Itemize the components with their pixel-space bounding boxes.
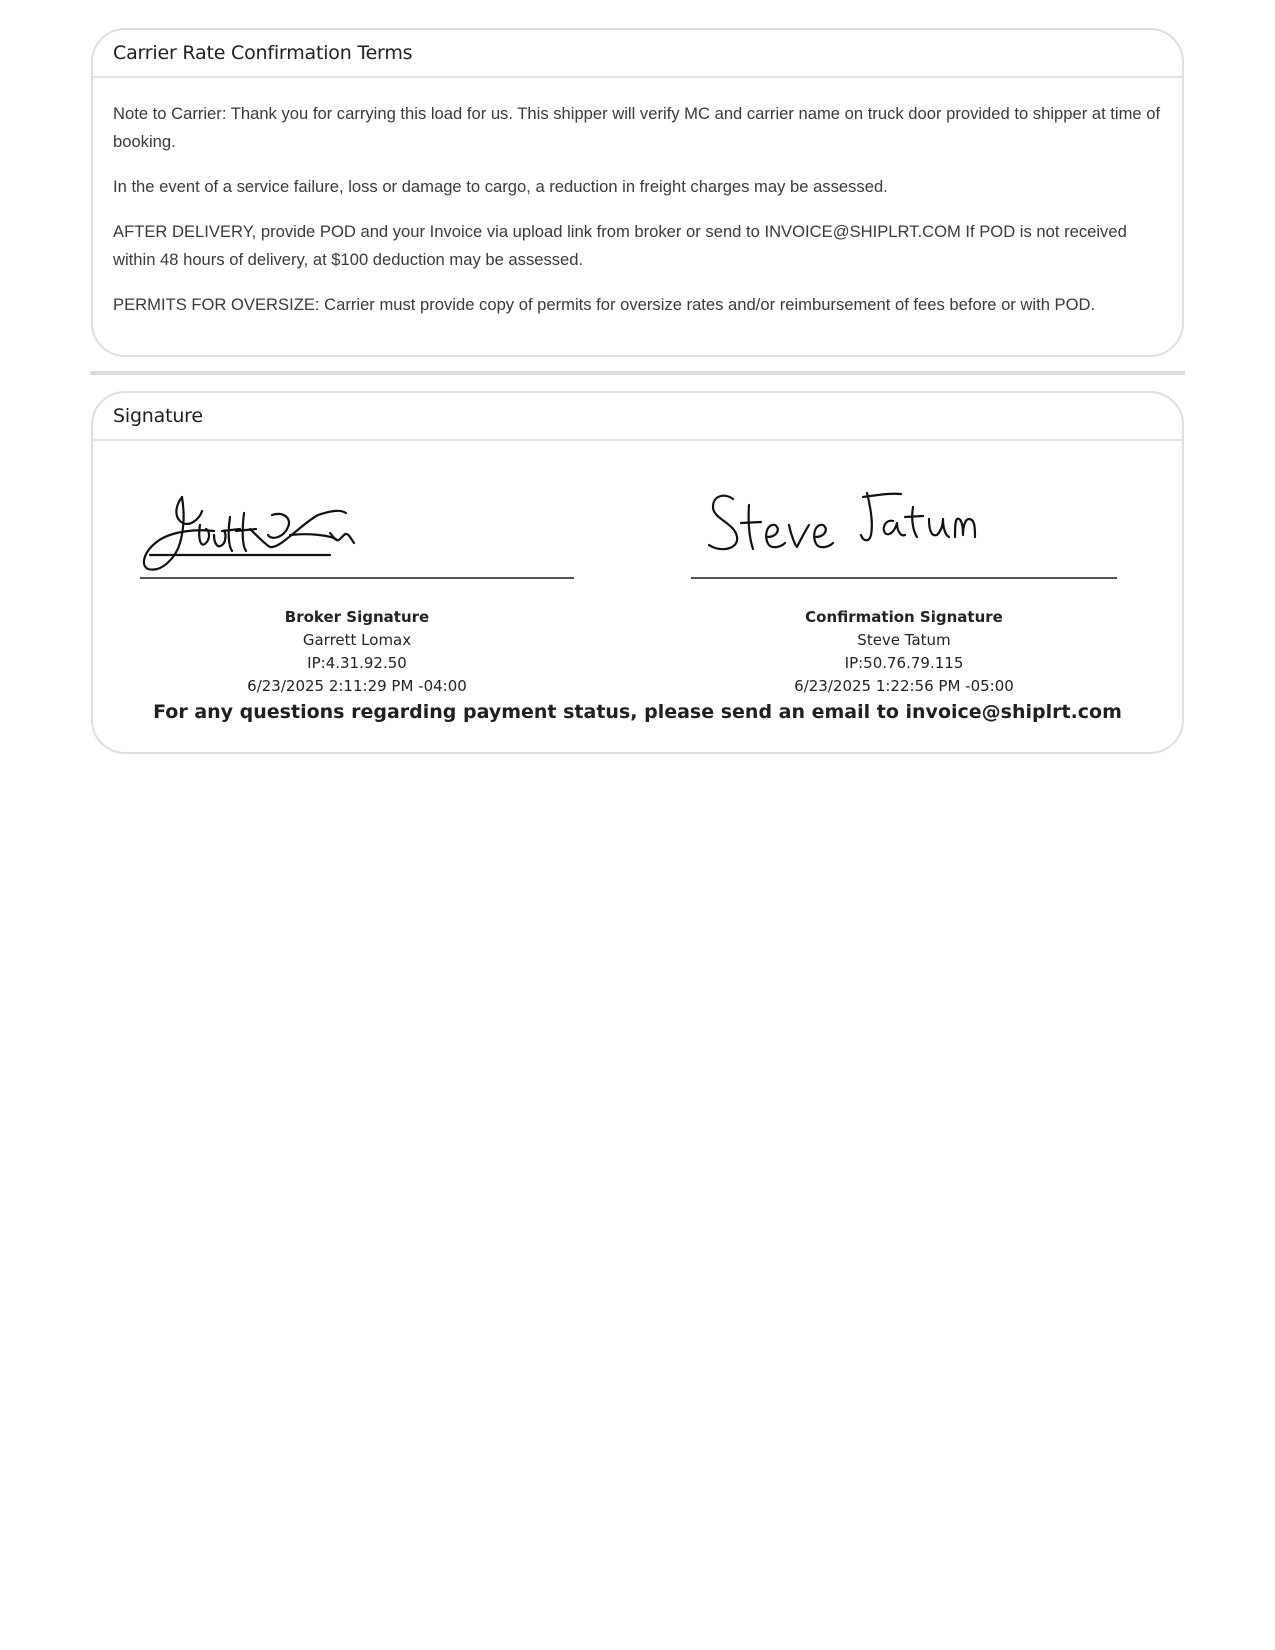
- signature-card-header: [93, 393, 1182, 441]
- confirmation-ip: IP:50.76.79.115: [844, 654, 964, 672]
- broker-handwritten-signature: [140, 485, 574, 579]
- signature-card: [91, 391, 1184, 754]
- term-after-delivery: AFTER DELIVERY, provide POD and your Invoice via upload link from broker or send to INVOICE@SHIPLRT.COM If POD is not received within 48 hours of delivery, at $100 deduction may be assessed.: [113, 222, 1127, 269]
- broker-signature-block: [140, 485, 574, 698]
- confirmation-timestamp: 6/23/2025 1:22:56 PM -05:00: [794, 677, 1014, 695]
- confirmation-name: Steve Tatum: [857, 631, 951, 649]
- term-service-failure: In the event of a service failure, loss or damage to cargo, a reduction in freight charges may be assessed.: [113, 177, 888, 196]
- terms-card-header: [93, 30, 1182, 78]
- section-divider: [90, 371, 1185, 375]
- signature-title: Signature: [113, 405, 203, 427]
- confirmation-handwritten-signature: [691, 485, 1117, 579]
- term-note-to-carrier: Note to Carrier: Thank you for carrying this load for us. This shipper will verify MC and carrier name on truck door provided to shipper at time of booking.: [113, 104, 1161, 151]
- confirmation-signature-label: Confirmation Signature: [805, 608, 1003, 626]
- confirmation-signature-image: [691, 485, 1117, 579]
- payment-status-note: For any questions regarding payment status, please send an email to invoice@shiplrt.com: [153, 701, 1122, 723]
- broker-timestamp: 6/23/2025 2:11:29 PM -04:00: [247, 677, 467, 695]
- term-permits-oversize: PERMITS FOR OVERSIZE: Carrier must provide copy of permits for oversize rates and/or reimbursement of fees before or with POD.: [113, 295, 1096, 314]
- terms-body: [93, 78, 1182, 319]
- broker-ip: IP:4.31.92.50: [307, 654, 407, 672]
- broker-name: Garrett Lomax: [302, 631, 412, 649]
- broker-signature-line: [140, 577, 574, 579]
- broker-signature-image: [140, 485, 574, 579]
- broker-signature-label: Broker Signature: [284, 608, 430, 626]
- terms-card: [91, 28, 1184, 357]
- confirmation-signature-line: [691, 577, 1117, 579]
- terms-title: Carrier Rate Confirmation Terms: [113, 42, 413, 64]
- confirmation-signature-block: [691, 485, 1117, 698]
